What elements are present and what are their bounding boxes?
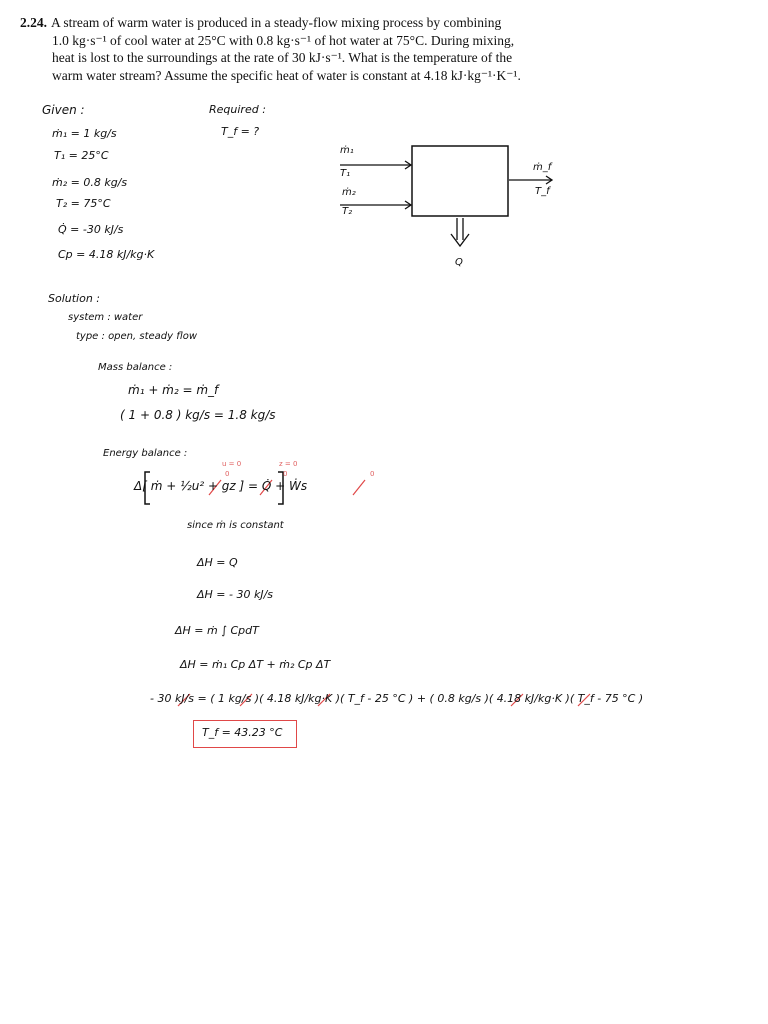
given-m1: ṁ₁ = 1 kg/s [52,127,117,140]
problem-line-2: 1.0 kg·s⁻¹ of cool water at 25°C with 0.8 kg·s⁻¹ of hot water at 75°C. During mixing, [52,32,515,48]
given-m2: ṁ₂ = 0.8 kg/s [52,176,128,189]
heat-out-arrow-icon [451,218,469,246]
note-u-zero: u = 0 [222,460,242,468]
problem-line-1: A stream of warm water is produced in a steady-flow mixing process by combining [51,15,502,30]
since-line: since ṁ is constant [187,520,284,531]
note-zero-3: 0 [370,470,375,478]
delta-h-eq-1: ΔH = Q [197,556,238,569]
given-q: Q̇ = -30 kJ/s [58,223,124,236]
answer-value: T_f = 43.23 °C [202,726,283,739]
given-t2: T₂ = 75°C [56,197,111,210]
mass-equation-2: ( 1 + 0.8 ) kg/s = 1.8 kg/s [120,408,276,422]
energy-equation: Δ[ ṁ + ½u² + gz ] = Q̇ + Ẇs [134,479,308,493]
outlet-arrow-icon [509,176,552,184]
diagram-tf-label: T_f [535,186,550,197]
diagram-m1-label: ṁ₁ [340,145,354,156]
mass-equation-1: ṁ₁ + ṁ₂ = ṁ_f [128,383,219,397]
mixing-chamber-box [412,146,508,216]
diagram-m2-label: ṁ₂ [342,187,356,198]
delta-h-eq-4: ΔH = ṁ₁ Cp ΔT + ṁ₂ Cp ΔT [180,658,331,671]
given-t1: T₁ = 25°C [54,149,109,162]
diagram-t1-label: T₁ [340,168,351,179]
diagram-q-label: Q [455,257,463,268]
given-heading: Given : [42,103,85,117]
system-line: system : water [68,312,143,323]
diagram-t2-label: T₂ [342,206,353,217]
required-heading: Required : [209,103,266,116]
substitution-line: - 30 kJ/s = ( 1 kg/s )( 4.18 kJ/kg·K )( T_f - 25 °C ) + ( 0.8 kg/s )( 4.18 kJ/kg·K )( T_f - 75 °C ) [150,692,644,705]
required-tf: T_f = ? [221,125,260,138]
problem-line-4: warm water stream? Assume the specific heat of water is constant at 4.18 kJ·kg⁻¹·K⁻¹. [52,67,521,83]
type-line: type : open, steady flow [76,331,197,342]
problem-number: 2.24. [20,15,47,30]
delta-h-eq-2: ΔH = - 30 kJ/s [197,588,274,601]
problem-line-3: heat is lost to the surroundings at the rate of 30 kJ·s⁻¹. What is the temperature of the [52,50,513,65]
inlet-arrow-1-icon [340,161,411,169]
mass-balance-heading: Mass balance : [98,362,173,373]
note-z-zero: z = 0 [279,460,298,468]
note-zero-1: 0 [225,470,230,478]
energy-balance-heading: Energy balance : [103,448,188,459]
delta-h-eq-3: ΔH = ṁ ∫ CpdT [175,624,259,637]
note-zero-2: 0 [283,470,288,478]
diagram-mf-label: ṁ_f [533,162,552,173]
solution-heading: Solution : [48,292,101,305]
given-cp: Cp = 4.18 kJ/kg·K [58,248,155,261]
